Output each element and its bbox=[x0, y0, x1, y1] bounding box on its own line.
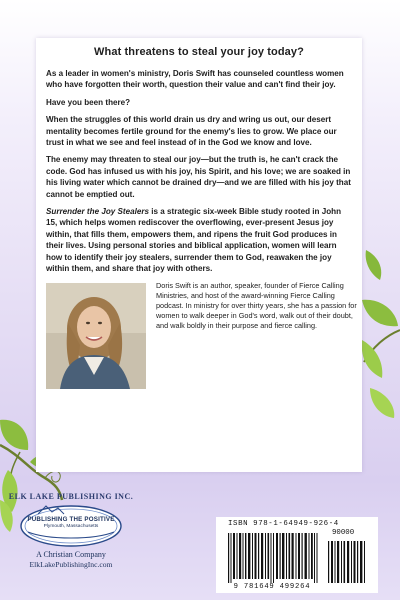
question-paragraph: Have you been there? bbox=[46, 97, 131, 107]
summary-text: is a strategic six-week Bible study rooted in John 15, which helps women rediscover the overflowing, ever-present Jesus joy within, that fills them, empowers them, and ripens the fruit God produces in their lives. Using personal stories and biblical application, women will learn how to identify their joy stealers, surrender them to God, reawaken the joy within them, and share that joy with others. bbox=[46, 207, 342, 274]
struggles-paragraph: When the struggles of this world drain us dry and wring us out, our desert mentality becomes fertile ground for the enemy's lies to grow. We place our trust in what we see and feel instead of in the God we know and love. bbox=[46, 115, 337, 148]
summary-paragraph bbox=[46, 206, 352, 274]
price-code: 90000 bbox=[332, 529, 355, 537]
isbn-label: ISBN 978-1-64949-926-4 bbox=[228, 520, 339, 528]
publisher-tagline: PUBLISHING THE POSITIVE bbox=[27, 516, 115, 523]
enemy-paragraph: The enemy may threaten to steal our joy—but the truth is, he can't crack the code. God has infused us with his joy, his Spirit, and his love; we are soaked in his living water which cannot be drained dry—and we are filled with his joy that cannot be emptied out. bbox=[46, 155, 351, 199]
isbn-barcode bbox=[216, 517, 378, 593]
publisher-company: A Christian Company bbox=[36, 550, 106, 559]
publisher-location: Plymouth, Massachusetts bbox=[43, 524, 99, 529]
publisher-url: ElkLakePublishingInc.com bbox=[29, 560, 113, 569]
author-portrait-image bbox=[46, 283, 146, 389]
author-photo bbox=[46, 283, 146, 389]
barcode-number: 9 781649 499264 bbox=[233, 583, 311, 591]
publisher-name: ELK LAKE PUBLISHING INC. bbox=[8, 492, 134, 501]
author-section bbox=[46, 280, 357, 391]
author-bio: Doris Swift is an author, speaker, founder of Fierce Calling Ministries, and host of the award-winning Fierce Calling podcast. In ministry for over thirty years, she has a passion for women to walk deeper in God's word, walk out of their doubt, and walk boldly in their purpose and fierce calling. bbox=[156, 280, 357, 330]
headline: What threatens to steal your joy today? bbox=[94, 46, 304, 58]
barcode-bars bbox=[224, 531, 374, 585]
intro-paragraph: As a leader in women's ministry, Doris Swift has counseled countless women who have forgotten their worth, question their value and can't find their joy. bbox=[46, 69, 344, 90]
publisher-logo bbox=[6, 492, 136, 592]
book-title: Surrender the Joy Stealers bbox=[46, 207, 150, 217]
back-cover-text-panel bbox=[36, 38, 362, 472]
